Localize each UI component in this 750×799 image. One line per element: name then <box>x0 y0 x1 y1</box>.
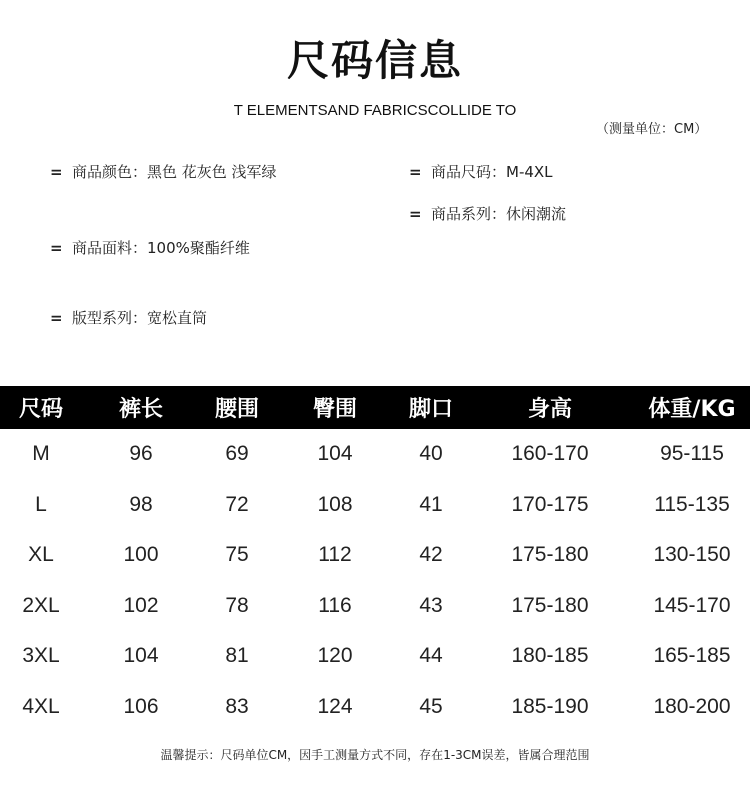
table-row <box>0 429 750 480</box>
bullet-marker: = <box>409 163 422 181</box>
cell-waist: 83 <box>225 694 249 718</box>
cell-leg-opening: 43 <box>419 593 443 617</box>
spec-fit <box>50 307 207 328</box>
bullet-marker: = <box>50 309 63 327</box>
cell-height: 175-180 <box>511 593 589 617</box>
bullet-marker: = <box>50 239 63 257</box>
cell-waist: 69 <box>225 442 249 466</box>
cell-length: 96 <box>129 442 153 466</box>
cell-waist: 75 <box>225 543 249 567</box>
cell-size: 4XL <box>22 694 60 718</box>
cell-leg-opening: 45 <box>419 694 443 718</box>
cell-size: M <box>32 442 50 466</box>
header-size: 尺码 <box>18 397 63 422</box>
cell-weight: 165-185 <box>653 644 731 668</box>
cell-size: 2XL <box>22 593 60 617</box>
cell-waist: 72 <box>225 492 249 516</box>
cell-size: L <box>35 492 47 516</box>
table-row <box>0 631 750 682</box>
cell-height: 175-180 <box>511 543 589 567</box>
page-title: 尺码信息 <box>286 36 463 85</box>
cell-weight: 180-200 <box>653 694 731 718</box>
cell-length: 100 <box>123 543 159 567</box>
page-subtitle <box>0 102 750 119</box>
table-row <box>0 581 750 632</box>
header-waist: 腰围 <box>214 397 259 422</box>
cell-size: 3XL <box>22 644 60 668</box>
table-row <box>0 682 750 733</box>
subtitle-text: T ELEMENTSAND FABRICSCOLLIDE TO <box>233 102 517 119</box>
cell-hip: 104 <box>317 442 353 466</box>
spec-fit-text: 版型系列：宽松直筒 <box>72 309 208 327</box>
spec-fabric-text: 商品面料：100%聚酯纤维 <box>72 239 250 257</box>
table-row <box>0 530 750 581</box>
spec-color-text: 商品颜色：黑色 花灰色 浅军绿 <box>72 163 277 181</box>
header-length: 裤长 <box>118 397 163 422</box>
cell-hip: 124 <box>317 694 353 718</box>
cell-height: 180-185 <box>511 644 589 668</box>
table-row <box>0 480 750 531</box>
cell-leg-opening: 40 <box>419 442 443 466</box>
cell-leg-opening: 44 <box>419 644 443 668</box>
cell-weight: 130-150 <box>653 543 731 567</box>
cell-hip: 108 <box>317 492 353 516</box>
cell-weight: 145-170 <box>653 593 731 617</box>
spec-series-text: 商品系列：休闲潮流 <box>431 205 567 223</box>
spec-fabric <box>50 237 250 258</box>
spec-size <box>409 161 553 182</box>
cell-weight: 95-115 <box>660 442 724 466</box>
cell-waist: 78 <box>225 593 249 617</box>
bullet-marker: = <box>409 205 422 223</box>
cell-leg-opening: 42 <box>419 543 443 567</box>
header-leg-opening: 脚口 <box>408 397 453 422</box>
cell-size: XL <box>28 543 54 567</box>
spec-series <box>409 203 566 224</box>
cell-hip: 120 <box>317 644 353 668</box>
spec-color <box>50 161 277 182</box>
header-weight: 体重/KG <box>648 397 736 422</box>
cell-hip: 116 <box>318 593 352 617</box>
size-table <box>0 386 750 732</box>
header-hip: 臀围 <box>312 397 357 422</box>
cell-waist: 81 <box>225 644 249 668</box>
cell-length: 106 <box>123 694 159 718</box>
bullet-marker: = <box>50 163 63 181</box>
table-header <box>0 386 750 429</box>
cell-height: 160-170 <box>511 442 589 466</box>
unit-note: （测量单位：CM） <box>596 122 708 137</box>
cell-length: 98 <box>129 492 153 516</box>
cell-length: 102 <box>123 593 159 617</box>
cell-height: 185-190 <box>511 694 589 718</box>
cell-length: 104 <box>123 644 159 668</box>
cell-weight: 115-135 <box>654 492 730 516</box>
cell-height: 170-175 <box>511 492 589 516</box>
spec-size-text: 商品尺码：M-4XL <box>431 163 553 181</box>
footer-note: 温馨提示：尺码单位CM，因手工测量方式不同，存在1-3CM误差，皆属合理范围 <box>160 748 590 762</box>
header-height: 身高 <box>527 397 572 422</box>
cell-leg-opening: 41 <box>419 492 443 516</box>
cell-hip: 112 <box>318 543 352 567</box>
